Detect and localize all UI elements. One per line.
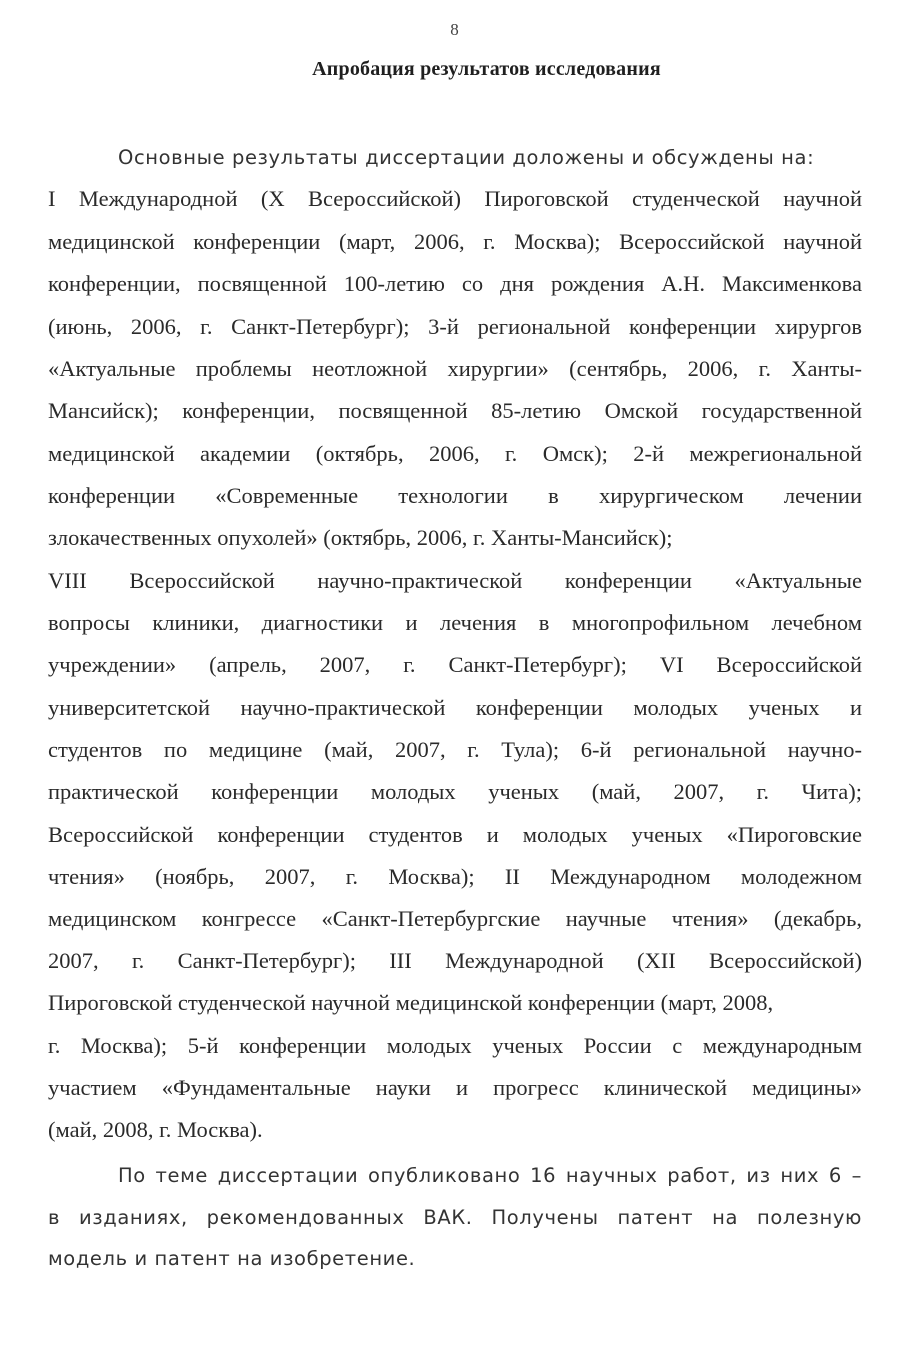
text-line: По теме диссертации опубликовано 16 научных работ, из них 6 – <box>118 1164 862 1187</box>
text-line: г. Москва); 5-й конференции молодых ученых России с международным <box>48 1033 862 1058</box>
text-line: «Актуальные проблемы неотложной хирургии» (сентябрь, 2006, г. Ханты- <box>48 356 862 381</box>
text-line: участием «Фундаментальные науки и прогресс клинической медицины» <box>48 1075 862 1100</box>
text-line: Всероссийской конференции студентов и молодых ученых «Пироговские <box>48 822 862 847</box>
text-line: конференции, посвященной 100-летию со дня рождения А.Н. Максименкова <box>48 271 862 296</box>
text-line: в изданиях, рекомендованных ВАК. Получены патент на полезную <box>48 1206 862 1229</box>
text-line: Пироговской студенческой научной медицинской конференции (март, 2008, <box>48 990 774 1015</box>
text-line: модель и патент на изобретение. <box>48 1247 416 1270</box>
text-line: учреждении» (апрель, 2007, г. Санкт-Петербург); VI Всероссийской <box>48 652 862 677</box>
text-line: медицинской академии (октябрь, 2006, г. Омск); 2-й межрегиональной <box>48 441 862 466</box>
text-line: (май, 2008, г. Москва). <box>48 1117 263 1142</box>
text-line: медицинском конгрессе «Санкт-Петербургские научные чтения» (декабрь, <box>48 906 862 931</box>
text-line: практической конференции молодых ученых (май, 2007, г. Чита); <box>48 779 862 804</box>
text-line: чтения» (ноябрь, 2007, г. Москва); II Международном молодежном <box>48 864 862 889</box>
text-line: медицинской конференции (март, 2006, г. Москва); Всероссийской научной <box>48 229 862 254</box>
text-line: университетской научно-практической конференции молодых ученых и <box>48 695 862 720</box>
text-line: 2007, г. Санкт-Петербург); III Международной (XII Всероссийской) <box>48 948 862 973</box>
text-line: студентов по медицине (май, 2007, г. Тула); 6-й региональной научно- <box>48 737 862 762</box>
text-line: (июнь, 2006, г. Санкт-Петербург); 3-й региональной конференции хирургов <box>48 314 862 339</box>
text-line: I Международной (X Всероссийской) Пироговской студенческой научной <box>48 186 862 211</box>
text-line: VIII Всероссийской научно-практической конференции «Актуальные <box>48 568 862 593</box>
text-line: Мансийск); конференции, посвященной 85-летию Омской государственной <box>48 398 862 423</box>
text-line: злокачественных опухолей» (октябрь, 2006, г. Ханты-Мансийск); <box>48 525 673 550</box>
text-line: Основные результаты диссертации доложены и обсуждены на: <box>118 146 815 169</box>
page-number: 8 <box>450 20 459 39</box>
text-line: конференции «Современные технологии в хирургическом лечении <box>48 483 862 508</box>
page-title: Апробация результатов исследования <box>312 58 661 80</box>
text-line: вопросы клиники, диагностики и лечения в многопрофильном лечебном <box>48 610 862 635</box>
